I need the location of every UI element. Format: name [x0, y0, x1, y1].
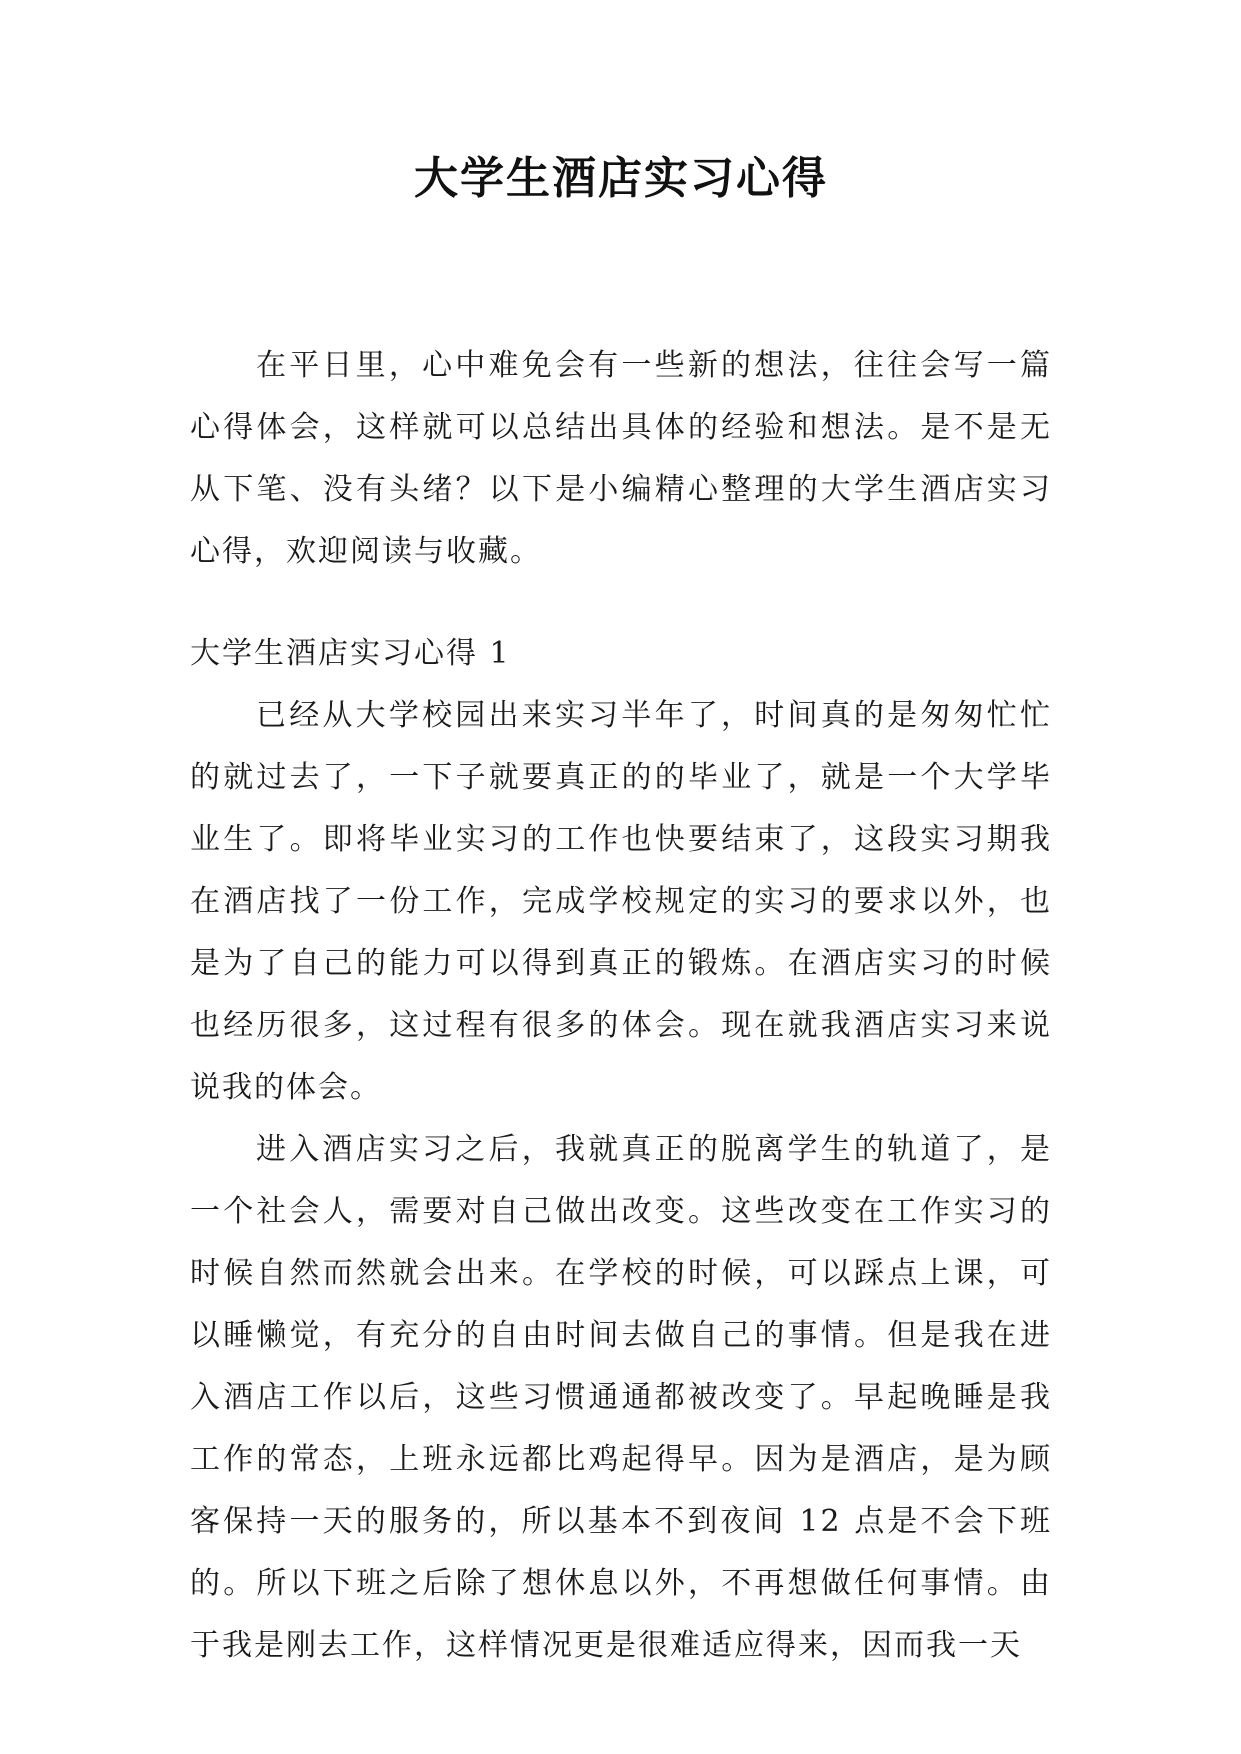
intro-paragraph: 在平日里，心中难免会有一些新的想法，往往会写一篇心得体会，这样就可以总结出具体的经验和想法。是不是无从下笔、没有头绪？以下是小编精心整理的大学生酒店实习心得，欢迎阅读与收藏。: [190, 348, 1052, 569]
section-1: [190, 623, 1052, 1677]
document-body: [190, 0, 1052, 1677]
section-heading: 大学生酒店实习心得 1: [190, 636, 511, 671]
section-paragraph-1: 已经从大学校园出来实习半年了，时间真的是匆匆忙忙的就过去了，一下子就要真正的的毕业了，就是一个大学毕业生了。即将毕业实习的工作也快要结束了，这段实习期我在酒店找了一份工作，完成学校规定的实习的要求以外，也是为了自己的能力可以得到真正的锻炼。在酒店实习的时候也经历很多，这过程有很多的体会。现在就我酒店实习来说说我的体会。: [190, 698, 1052, 1105]
document-title: 大学生酒店实习心得: [414, 153, 828, 204]
section-paragraph-2: 进入酒店实习之后，我就真正的脱离学生的轨道了，是一个社会人，需要对自己做出改变。这些改变在工作实习的时候自然而然就会出来。在学校的时候，可以踩点上课，可以睡懒觉，有充分的自由时间去做自己的事情。但是我在进入酒店工作以后，这些习惯通通都被改变了。早起晚睡是我工作的常态，上班永远都比鸡起得早。因为是酒店，是为顾客保持一天的服务的，所以基本不到夜间 12 点是不会下班的。所以下班之后除了想休息以外，不再想做任何事情。由于我是刚去工作，这样情况更是很难适应得来，因而我一天: [190, 1132, 1052, 1663]
